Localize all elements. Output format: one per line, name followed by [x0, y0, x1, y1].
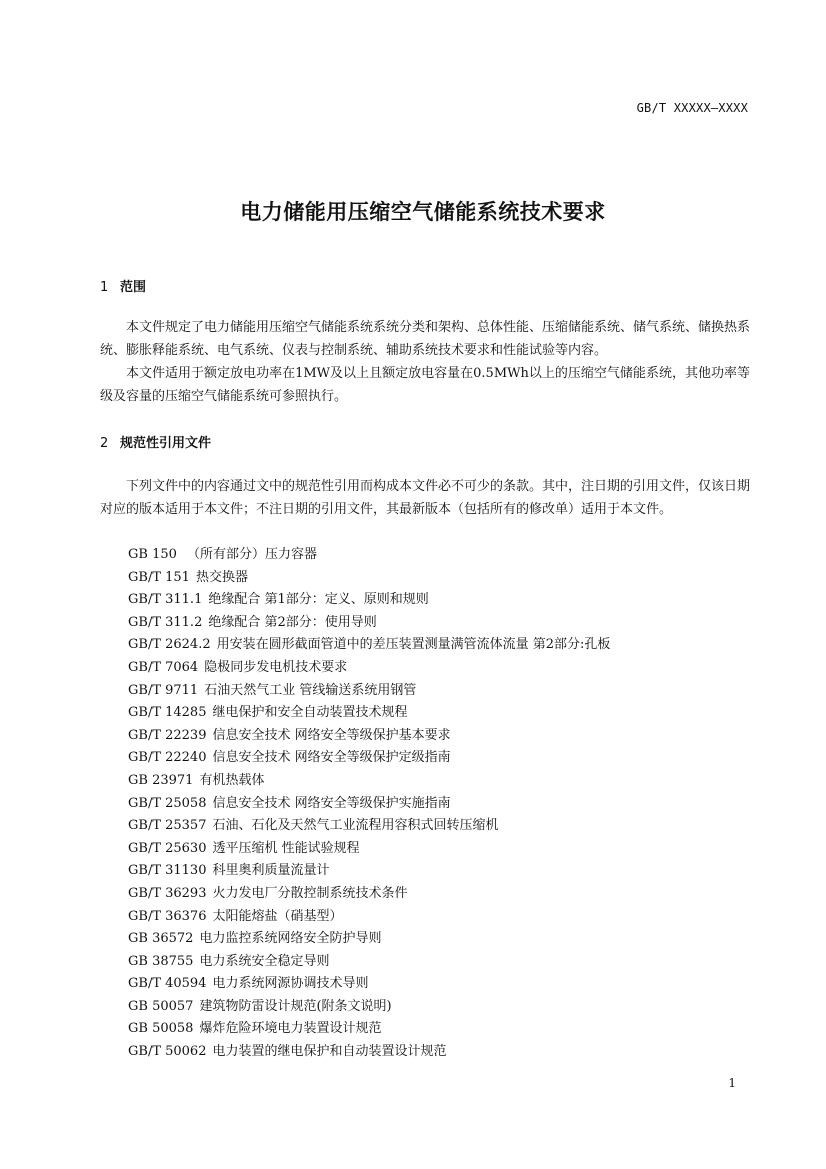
reference-title: 石油天然气工业 管线输送系统用钢管 — [204, 682, 417, 698]
reference-code: GB/T 25630 — [128, 840, 207, 856]
reference-item — [128, 838, 610, 861]
standard-code-header: GB/T XXXXX—XXXX — [636, 101, 748, 115]
reference-code: GB/T 31130 — [128, 863, 207, 879]
reference-item — [128, 702, 610, 725]
scope-paragraph-1: 本文件规定了电力储能用压缩空气储能系统系统分类和架构、总体性能、压缩储能系统、储气系统、储换热系统、膨胀释能系统、电气系统、仪表与控制系统、辅助系统技术要求和性能试验等内容。 — [100, 320, 751, 358]
reference-title: 信息安全技术 网络安全等级保护实施指南 — [212, 795, 451, 811]
reference-title: 建筑物防雷设计规范(附条文说明) — [199, 998, 392, 1014]
section-heading-normative-references — [100, 432, 211, 451]
reference-title: 爆炸危险环境电力装置设计规范 — [199, 1021, 382, 1037]
reference-code: GB/T 151 — [128, 569, 190, 585]
reference-code: GB/T 22239 — [128, 727, 207, 743]
reference-item — [128, 860, 610, 883]
reference-item — [128, 589, 610, 612]
reference-item — [128, 1041, 610, 1064]
reference-title: 透平压缩机 性能试验规程 — [212, 840, 360, 856]
reference-code: GB 23971 — [128, 772, 194, 788]
reference-item — [128, 883, 610, 906]
references-intro-paragraph: 下列文件中的内容通过文中的规范性引用而构成本文件必不可少的条款。其中，注日期的引用文件，仅该日期对应的版本适用于本文件；不注日期的引用文件，其最新版本（包括所有的修改单）适用于本文件。 — [100, 479, 751, 517]
reference-list — [128, 544, 610, 1064]
reference-item — [128, 1018, 610, 1041]
reference-title: 隐极同步发电机技术要求 — [204, 659, 348, 675]
reference-title: 电力系统安全稳定导则 — [199, 953, 330, 969]
section-number: 2 — [100, 436, 109, 451]
reference-item — [128, 567, 610, 590]
reference-code: GB 38755 — [128, 953, 194, 969]
reference-title: 太阳能熔盐（硝基型） — [212, 908, 343, 924]
reference-title: 电力装置的继电保护和自动装置设计规范 — [212, 1044, 447, 1060]
reference-title: 石油、石化及天然气工业流程用容积式回转压缩机 — [212, 818, 499, 834]
reference-item — [128, 815, 610, 838]
reference-title: 电力系统网源协调技术导则 — [212, 976, 369, 992]
reference-code: GB/T 36376 — [128, 908, 207, 924]
section-title: 规范性引用文件 — [120, 436, 212, 451]
reference-title: 信息安全技术 网络安全等级保护定级指南 — [212, 750, 451, 766]
reference-code: GB/T 22240 — [128, 750, 207, 766]
section-number: 1 — [100, 280, 109, 295]
reference-code: GB 150 — [128, 547, 177, 562]
page-number: 1 — [728, 1076, 736, 1090]
reference-code: GB/T 2624.2 — [128, 637, 211, 653]
reference-item — [128, 928, 610, 951]
reference-code: GB/T 25357 — [128, 818, 207, 834]
reference-code: GB/T 311.2 — [128, 614, 203, 630]
reference-code: GB/T 25058 — [128, 795, 207, 811]
reference-code: GB/T 36293 — [128, 885, 207, 901]
reference-item — [128, 612, 610, 635]
reference-item — [128, 996, 610, 1019]
reference-title: 继电保护和安全自动装置技术规程 — [212, 705, 408, 721]
reference-item — [128, 657, 610, 680]
reference-title: （所有部分）压力容器 — [182, 547, 318, 562]
reference-item — [128, 906, 610, 929]
reference-title: 绝缘配合 第2部分：使用导则 — [208, 614, 377, 630]
reference-code: GB/T 50062 — [128, 1044, 207, 1060]
section-title: 范围 — [120, 280, 147, 295]
reference-title: 有机热载体 — [199, 772, 265, 788]
reference-title: 热交换器 — [195, 569, 248, 585]
reference-item — [128, 680, 610, 703]
reference-code: GB/T 40594 — [128, 976, 207, 992]
reference-title: 信息安全技术 网络安全等级保护基本要求 — [212, 727, 451, 743]
reference-title: 绝缘配合 第1部分：定义、原则和规则 — [208, 592, 429, 608]
reference-item — [128, 951, 610, 974]
reference-item — [128, 770, 610, 793]
reference-item — [128, 793, 610, 816]
reference-code: GB 36572 — [128, 931, 194, 947]
reference-code: GB 50058 — [128, 1021, 194, 1037]
scope-paragraph-2: 本文件适用于额定放电功率在1MW及以上且额定放电容量在0.5MWh以上的压缩空气储能系统，其他功率等级及容量的压缩空气储能系统可参照执行。 — [100, 366, 750, 404]
reference-title: 火力发电厂分散控制系统技术条件 — [212, 885, 408, 901]
reference-code: GB/T 7064 — [128, 659, 199, 675]
reference-code: GB/T 311.1 — [128, 592, 203, 608]
reference-item — [128, 747, 610, 770]
reference-item — [128, 973, 610, 996]
section-heading-scope — [100, 276, 146, 295]
reference-code: GB/T 14285 — [128, 705, 207, 721]
reference-item — [128, 544, 610, 567]
reference-item — [128, 725, 610, 748]
reference-item — [128, 634, 610, 657]
reference-title: 科里奥利质量流量计 — [212, 863, 330, 879]
document-title: 电力储能用压缩空气储能系统技术要求 — [240, 200, 606, 224]
reference-title: 用安装在圆形截面管道中的差压装置测量满管流体流量 第2部分:孔板 — [216, 637, 611, 653]
reference-code: GB 50057 — [128, 998, 194, 1014]
reference-code: GB/T 9711 — [128, 682, 199, 698]
reference-title: 电力监控系统网络安全防护导则 — [199, 931, 382, 947]
